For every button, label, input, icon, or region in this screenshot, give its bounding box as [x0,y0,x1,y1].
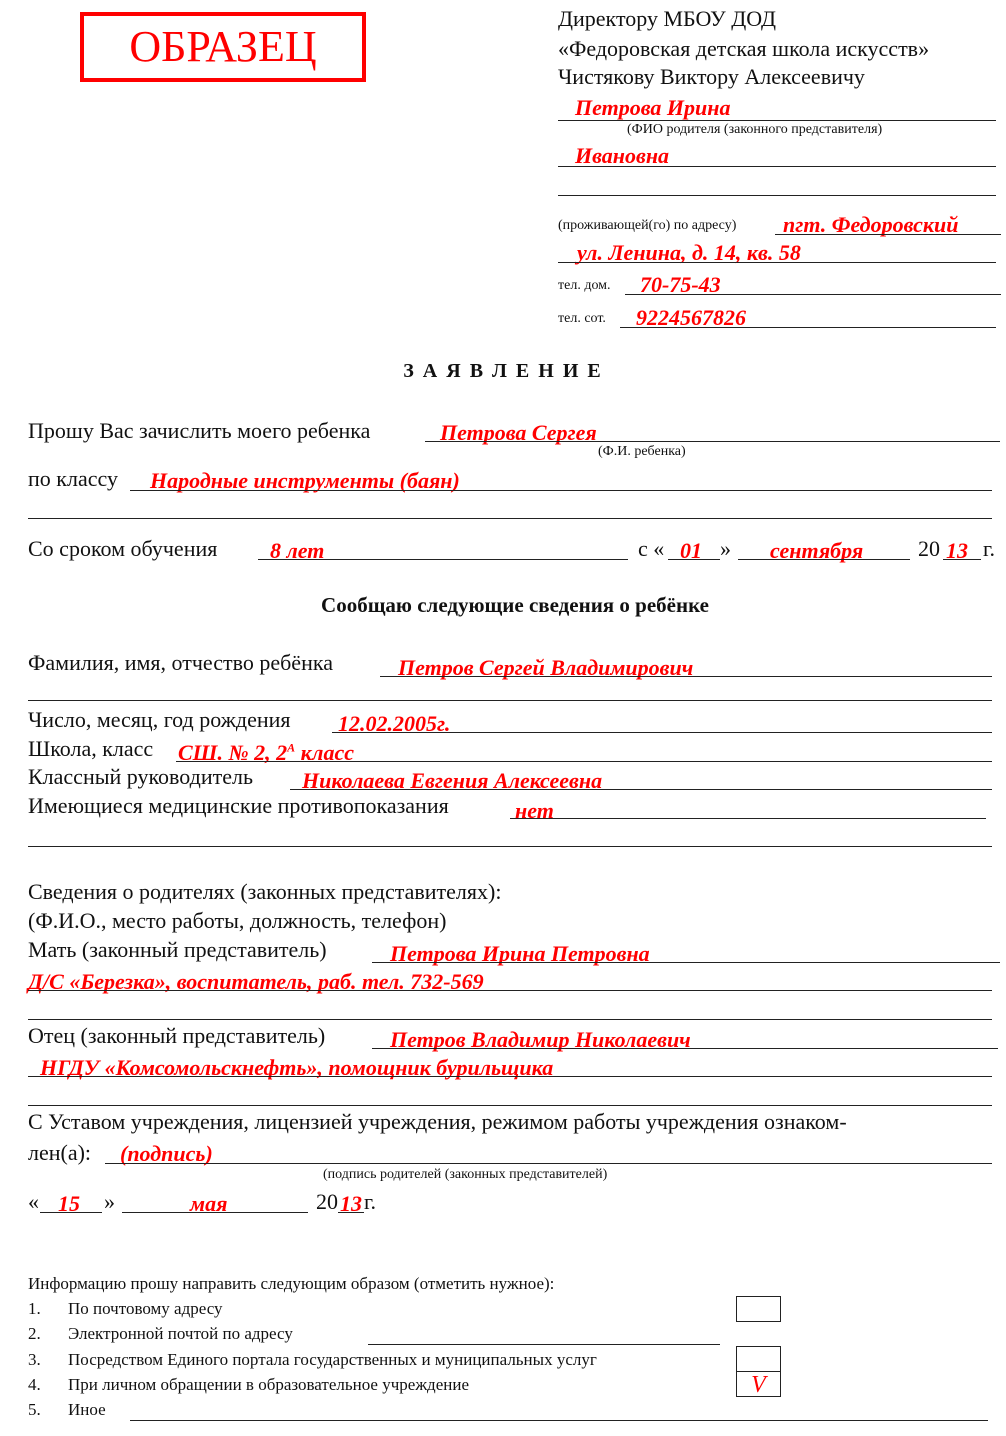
underline [258,559,628,560]
addressee-line-1: Директору МБОУ ДОД [558,6,777,31]
sign-year-prefix: 20 [316,1189,338,1214]
home-phone-field[interactable]: 70-75-43 [640,272,721,297]
term-label: Со сроком обучения [28,536,218,561]
from-label: с « [638,536,665,561]
parents-subheading: (Ф.И.О., место работы, должность, телефон) [28,908,447,933]
option-number: 4. [28,1375,41,1394]
underline [40,1212,102,1213]
delivery-heading: Информацию прошу направить следующим образом (отметить нужное): [28,1274,555,1293]
underline [372,962,1000,963]
underline [28,700,992,701]
start-day-field[interactable]: 01 [680,538,702,563]
underline [558,166,996,167]
medical-field[interactable]: нет [515,798,554,823]
underline [105,1163,992,1164]
addressee-line-3: Чистякову Виктору Алексеевичу [558,64,865,89]
check-mark-icon: V [751,1372,766,1398]
mother-name-field[interactable]: Петрова Ирина Петровна [390,941,650,966]
addressee-line-2: «Федоровская детская школа искусств» [558,36,930,61]
option-number: 3. [28,1350,41,1369]
parents-heading: Сведения о родителях (законных представителях): [28,879,502,904]
class-label: по классу [28,466,118,491]
sign-day-field[interactable]: 15 [58,1191,80,1216]
address-label: (проживающей(го) по адресу) [558,218,737,233]
underline [290,789,992,790]
fio-field[interactable]: Петров Сергей Владимирович [398,655,694,680]
underline [122,1212,308,1213]
sign-year-field[interactable]: 13 [340,1191,362,1216]
underline [425,441,1000,442]
signature-caption: (подпись родителей (законных представителей) [323,1167,608,1182]
date-quote-close: » [104,1189,115,1214]
underline [775,234,1001,235]
underline [28,1019,992,1020]
father-name-field[interactable]: Петров Владимир Николаевич [390,1027,691,1052]
underline [620,327,996,328]
quote-close: » [720,536,731,561]
parent-name-field-2[interactable]: Ивановна [575,143,670,168]
mobile-phone-label: тел. сот. [558,311,606,326]
birth-field[interactable]: 12.02.2005г. [338,711,451,736]
mother-work-field[interactable]: Д/С «Березка», воспитатель, раб. тел. 732-569 [28,969,484,994]
parent-name-caption: (ФИО родителя (законного представителя) [627,122,883,137]
birth-label: Число, месяц, год рождения [28,707,291,732]
child-name-caption: (Ф.И. ребенка) [598,444,686,459]
address-field-1[interactable]: пгт. Федоровский [783,212,959,237]
option-number: 5. [28,1400,41,1419]
parent-name-field-1[interactable]: Петрова Ирина [575,95,731,120]
underline [28,518,992,519]
underline [558,195,996,196]
underline [28,990,992,991]
mother-label: Мать (законный представитель) [28,937,327,962]
option-label-postal: По почтовому адресу [68,1299,223,1318]
sign-year-unit: г. [364,1189,377,1214]
underline [738,559,910,560]
sample-stamp [80,12,366,82]
start-month-field[interactable]: сентября [770,538,864,563]
underline [558,120,996,121]
option-label-other: Иное [68,1400,106,1419]
email-input-line[interactable] [368,1344,720,1345]
term-field[interactable]: 8 лет [270,538,325,563]
fio-label: Фамилия, имя, отчество ребёнка [28,650,333,675]
option-label-in-person: При личном обращении в образовательное учреждение [68,1375,469,1394]
option-number: 2. [28,1324,41,1343]
checkbox-portal[interactable] [736,1346,781,1372]
other-input-line[interactable] [130,1420,988,1421]
year-unit: г. [983,536,996,561]
underline [625,294,1001,295]
father-label: Отец (законный представитель) [28,1023,326,1048]
start-year-field[interactable]: 13 [946,538,968,563]
address-field-2[interactable]: ул. Ленина, д. 14, кв. 58 [577,240,801,265]
signature-field[interactable]: (подпись) [120,1141,213,1166]
sign-month-field[interactable]: мая [190,1191,228,1216]
acknowledgement-text-1: С Уставом учреждения, лицензией учреждения, режимом работы учреждения ознаком- [28,1109,847,1134]
underline [28,846,992,847]
year-prefix: 20 [918,536,940,561]
checkbox-in-person[interactable] [736,1371,781,1397]
date-quote-open: « [28,1189,39,1214]
underline [372,1048,998,1049]
underline [380,676,992,677]
option-label-email: Электронной почтой по адресу [68,1324,293,1343]
teacher-label: Классный руководитель [28,764,254,789]
child-section-heading: Сообщаю следующие сведения о ребёнке [321,593,709,617]
option-number: 1. [28,1299,41,1318]
underline [338,1212,364,1213]
underline [130,490,992,491]
school-label: Школа, класс [28,736,154,761]
teacher-field[interactable]: Николаева Евгения Алексеевна [302,768,603,793]
home-phone-label: тел. дом. [558,278,611,293]
acknowledgement-text-2: лен(а): [28,1140,92,1165]
underline [28,1105,992,1106]
child-name-field[interactable]: Петрова Сергея [440,420,597,445]
stamp-text: ОБРАЗЕЦ [129,22,317,71]
document-title: З А Я В Л Е Н И Е [403,360,603,382]
school-field[interactable]: СШ. № 2, $2^А$ класс [178,740,355,765]
father-work-field[interactable]: НГДУ «Комсомольскнефть», помощник бурильщика [40,1055,554,1080]
underline [176,761,992,762]
mobile-phone-field[interactable]: 9224567826 [636,305,746,330]
underline [668,559,720,560]
checkbox-postal[interactable] [736,1296,781,1322]
underline [510,818,986,819]
underline [332,732,992,733]
underline [28,1076,992,1077]
option-label-portal: Посредством Единого портала государственных и муниципальных услуг [68,1350,597,1369]
underline [943,559,981,560]
class-field[interactable]: Народные инструменты (баян) [150,468,460,493]
enroll-label: Прошу Вас зачислить моего ребенка [28,418,371,443]
medical-label: Имеющиеся медицинские противопоказания [28,793,449,818]
underline [558,262,996,263]
